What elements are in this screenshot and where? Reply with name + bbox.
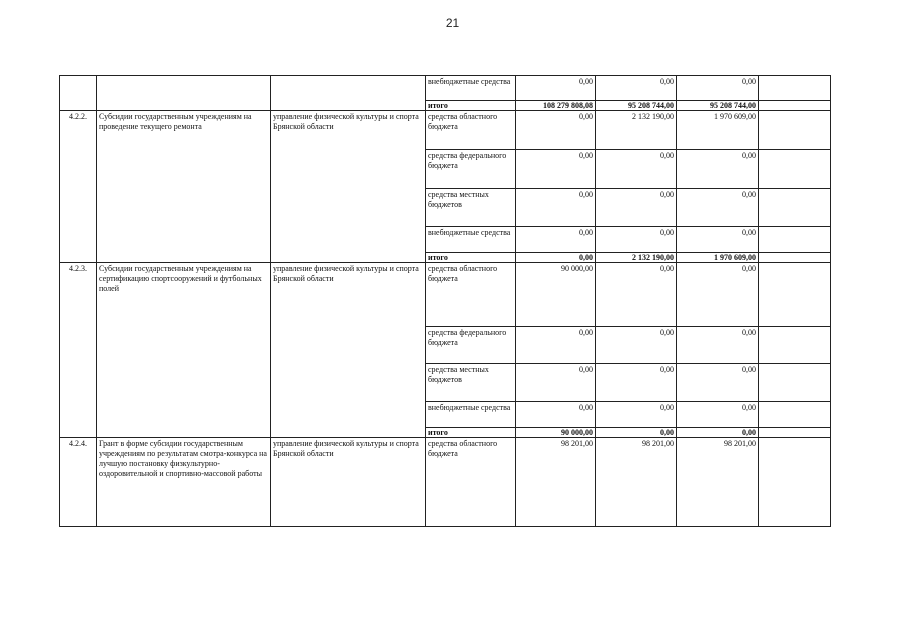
funding-source: итого bbox=[426, 428, 516, 438]
value-year-1: 90 000,00 bbox=[516, 428, 596, 438]
value-year-2: 0,00 bbox=[596, 227, 677, 253]
value-year-3: 0,00 bbox=[677, 263, 759, 327]
table-row bbox=[60, 263, 831, 327]
funding-source: внебюджетные средства bbox=[426, 76, 516, 101]
value-year-3: 0,00 bbox=[677, 364, 759, 402]
funding-source: средства федерального бюджета bbox=[426, 150, 516, 189]
funding-source: внебюджетные средства bbox=[426, 227, 516, 253]
row-executor: управление физической культуры и спорта Брянской области bbox=[271, 263, 426, 438]
value-year-1: 90 000,00 bbox=[516, 263, 596, 327]
funding-source: итого bbox=[426, 253, 516, 263]
table-row bbox=[60, 438, 831, 527]
funding-source: средства областного бюджета bbox=[426, 111, 516, 150]
row-name: Грант в форме субсидии государственным учреждениям по результатам смотра-конкурса на лучшую постановку физкультурно-оздоровительной и спортивно-массовой работы bbox=[97, 438, 271, 527]
value-year-3: 0,00 bbox=[677, 428, 759, 438]
row-code bbox=[60, 76, 97, 111]
value-year-3: 0,00 bbox=[677, 150, 759, 189]
last-cell bbox=[759, 253, 831, 263]
last-cell bbox=[759, 364, 831, 402]
row-code: 4.2.3. bbox=[60, 263, 97, 438]
last-cell bbox=[759, 263, 831, 327]
value-year-2: 0,00 bbox=[596, 402, 677, 428]
funding-source: средства местных бюджетов bbox=[426, 364, 516, 402]
value-year-3: 0,00 bbox=[677, 227, 759, 253]
value-year-3: 1 970 609,00 bbox=[677, 253, 759, 263]
value-year-3: 0,00 bbox=[677, 189, 759, 227]
value-year-1: 108 279 808,08 bbox=[516, 101, 596, 111]
funding-source: средства федерального бюджета bbox=[426, 327, 516, 364]
value-year-2: 0,00 bbox=[596, 189, 677, 227]
value-year-1: 98 201,00 bbox=[516, 438, 596, 527]
table-row bbox=[60, 76, 831, 101]
value-year-2: 2 132 190,00 bbox=[596, 253, 677, 263]
funding-source: средства областного бюджета bbox=[426, 263, 516, 327]
budget-table bbox=[59, 75, 831, 527]
last-cell bbox=[759, 227, 831, 253]
funding-source: средства местных бюджетов bbox=[426, 189, 516, 227]
row-name bbox=[97, 76, 271, 111]
row-code: 4.2.4. bbox=[60, 438, 97, 527]
value-year-2: 0,00 bbox=[596, 263, 677, 327]
value-year-1: 0,00 bbox=[516, 76, 596, 101]
row-name: Субсидии государственным учреждениям на проведение текущего ремонта bbox=[97, 111, 271, 263]
last-cell bbox=[759, 189, 831, 227]
last-cell bbox=[759, 402, 831, 428]
value-year-2: 95 208 744,00 bbox=[596, 101, 677, 111]
page-number: 21 bbox=[445, 16, 460, 30]
value-year-3: 98 201,00 bbox=[677, 438, 759, 527]
last-cell bbox=[759, 428, 831, 438]
value-year-3: 1 970 609,00 bbox=[677, 111, 759, 150]
table-row bbox=[60, 111, 831, 150]
last-cell bbox=[759, 327, 831, 364]
value-year-3: 95 208 744,00 bbox=[677, 101, 759, 111]
value-year-1: 0,00 bbox=[516, 189, 596, 227]
last-cell bbox=[759, 76, 831, 101]
value-year-1: 0,00 bbox=[516, 364, 596, 402]
row-name: Субсидии государственным учреждениям на сертификацию спортсооружений и футбольных полей bbox=[97, 263, 271, 438]
funding-source: средства областного бюджета bbox=[426, 438, 516, 527]
last-cell bbox=[759, 150, 831, 189]
row-executor: управление физической культуры и спорта Брянской области bbox=[271, 111, 426, 263]
value-year-1: 0,00 bbox=[516, 253, 596, 263]
funding-source: итого bbox=[426, 101, 516, 111]
funding-source: внебюджетные средства bbox=[426, 402, 516, 428]
row-code: 4.2.2. bbox=[60, 111, 97, 263]
value-year-3: 0,00 bbox=[677, 76, 759, 101]
value-year-2: 0,00 bbox=[596, 76, 677, 101]
last-cell bbox=[759, 438, 831, 527]
last-cell bbox=[759, 101, 831, 111]
last-cell bbox=[759, 111, 831, 150]
value-year-1: 0,00 bbox=[516, 150, 596, 189]
value-year-3: 0,00 bbox=[677, 327, 759, 364]
value-year-2: 0,00 bbox=[596, 327, 677, 364]
value-year-2: 0,00 bbox=[596, 364, 677, 402]
row-executor: управление физической культуры и спорта Брянской области bbox=[271, 438, 426, 527]
value-year-1: 0,00 bbox=[516, 227, 596, 253]
value-year-2: 2 132 190,00 bbox=[596, 111, 677, 150]
value-year-1: 0,00 bbox=[516, 402, 596, 428]
value-year-3: 0,00 bbox=[677, 402, 759, 428]
row-executor bbox=[271, 76, 426, 111]
value-year-2: 98 201,00 bbox=[596, 438, 677, 527]
value-year-2: 0,00 bbox=[596, 428, 677, 438]
value-year-1: 0,00 bbox=[516, 111, 596, 150]
value-year-2: 0,00 bbox=[596, 150, 677, 189]
value-year-1: 0,00 bbox=[516, 327, 596, 364]
